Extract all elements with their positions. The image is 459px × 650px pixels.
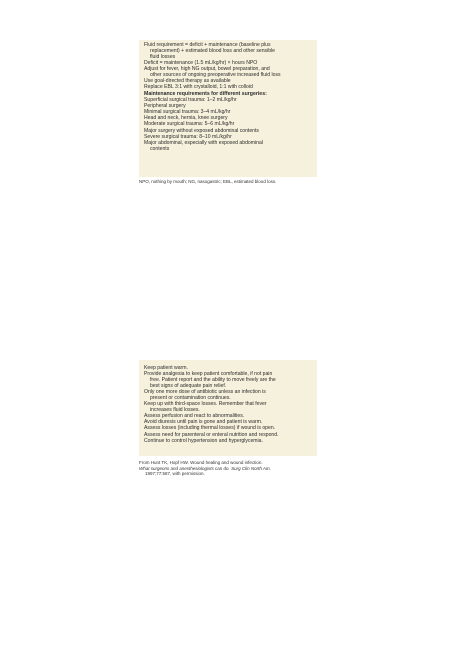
table2-source bbox=[139, 460, 271, 477]
table-line: present or contamination continues. bbox=[150, 395, 231, 402]
table-line: Only one more dose of antibiotic unless an infection is bbox=[144, 389, 266, 396]
table-line: Peripheral surgery bbox=[144, 103, 186, 110]
source-journal: Surg Clin North Am. bbox=[229, 465, 271, 471]
table1-footnote: NPO, nothing by mouth; NG, nasogastric; EBL, estimated blood loss. bbox=[139, 179, 277, 184]
table-line: Assess losses (including thermal losses) if wound is open. bbox=[144, 425, 276, 432]
table-line: Adjust for fever, high NG output, bowel preparation, and bbox=[144, 66, 270, 73]
table-line: Use goal-directed therapy as available bbox=[144, 78, 231, 85]
source-line-1: From Hunt TK, Hopf HW. Wound healing and wound infection. bbox=[139, 460, 263, 465]
table-line: Continue to control hypertension and hyperglycemia. bbox=[144, 437, 263, 444]
table-line: replacement) + estimated blood loss and other sensible bbox=[150, 48, 276, 55]
table-line: Provide analgesia to keep patient comfortable, if not pain bbox=[144, 371, 273, 378]
table-line: Avoid diuresis until pain is gone and patient is warm. bbox=[144, 419, 263, 426]
table-line: Severe surgical trauma: 8–10 mL/kg/hr bbox=[144, 133, 232, 140]
table-line: Assess perfusion and react to abnormalities. bbox=[144, 413, 245, 420]
table-line: Major surgery without exposed abdominal contents bbox=[144, 127, 259, 134]
table-line: Keep patient warm. bbox=[144, 365, 188, 371]
table-line: Head and neck, hernia, knee surgery bbox=[144, 115, 228, 122]
source-title-italic: What surgeons and anesthesiologists can do. bbox=[139, 465, 230, 471]
table-line: Assess need for parenteral or enteral nutrition and respond. bbox=[144, 431, 279, 438]
table-line: Major abdominal, especially with exposed abdominal bbox=[144, 139, 263, 146]
table-line: Moderate surgical trauma: 5–6 mL/kg/hr bbox=[144, 121, 235, 128]
source-line-3: 1997;77:587, with permission. bbox=[145, 471, 205, 477]
table-line: Keep up with third-space losses. Remember that fever bbox=[144, 401, 267, 408]
table-line: Superficial surgical trauma: 1–2 mL/kg/hr bbox=[144, 97, 237, 104]
table-line: Fluid requirement = deficit + maintenance (baseline plus bbox=[144, 42, 271, 48]
table-line: increases fluid losses. bbox=[150, 407, 200, 414]
postoperative-care-table bbox=[139, 360, 317, 456]
table-line: Deficit = maintenance (1.5 mL/kg/hr) × hours NPO bbox=[144, 60, 258, 67]
table-line: contents bbox=[150, 145, 170, 152]
table-line: fluid losses bbox=[150, 54, 176, 61]
table-line: other sources of ongoing preoperative increased fluid loss bbox=[150, 72, 281, 79]
table-line: Minimal surgical trauma: 3–4 mL/kg/hr bbox=[144, 109, 231, 116]
fluid-requirements-table bbox=[139, 40, 317, 177]
table-line: best signs of adequate pain relief. bbox=[150, 383, 227, 390]
section-heading: Maintenance requirements for different surgeries: bbox=[144, 90, 267, 97]
table-line: Replace EBL 3:1 with crystalloid, 1:1 with colloid bbox=[144, 84, 253, 91]
table-line: free. Patient report and the ability to move freely are the bbox=[150, 377, 276, 384]
